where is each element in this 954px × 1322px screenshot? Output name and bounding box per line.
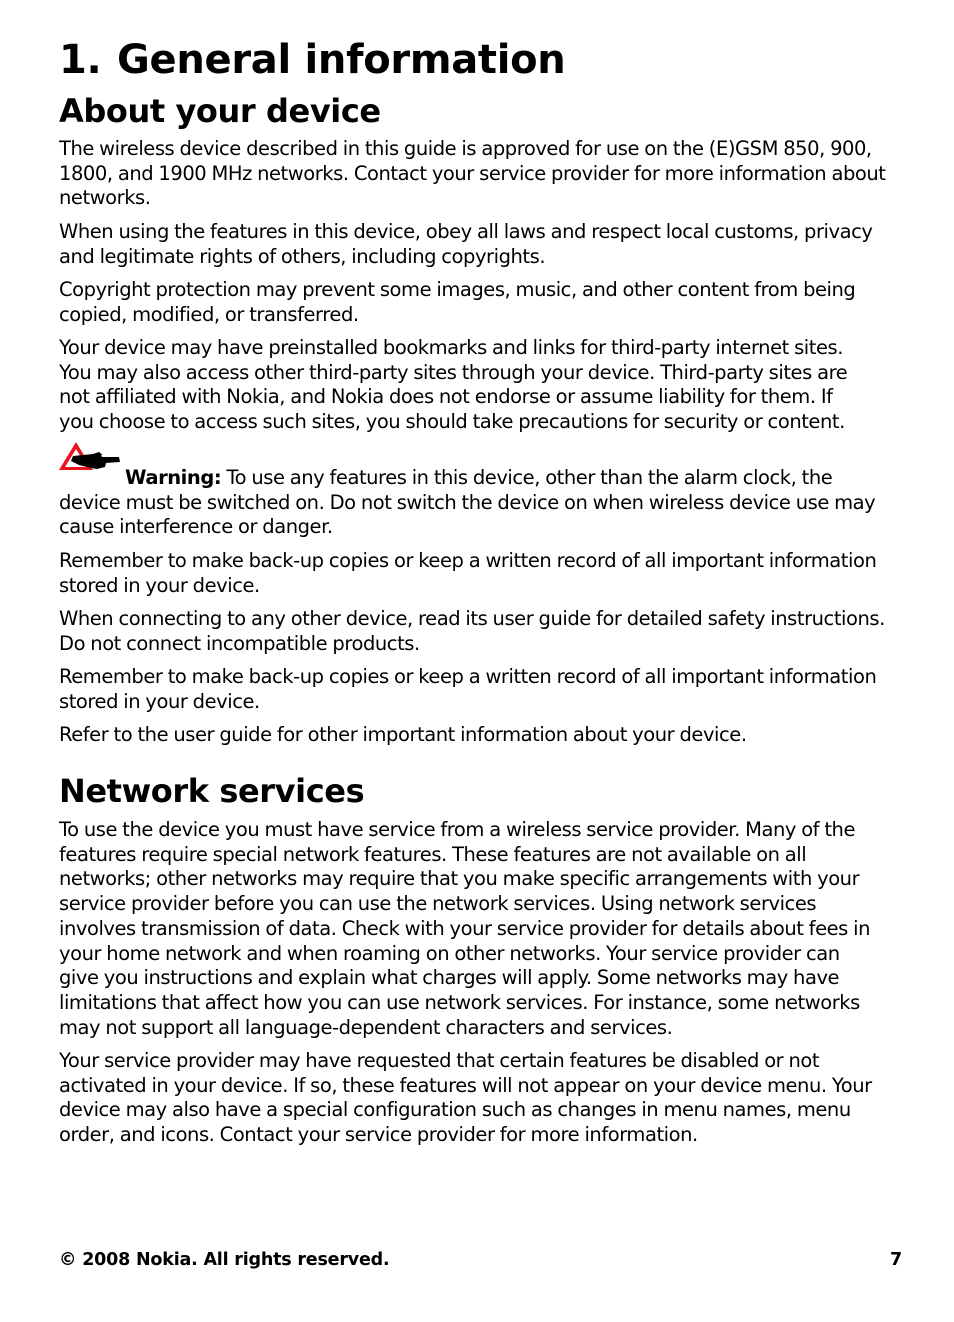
text-line: 1800, and 1900 MHz networks. Contact your service provider for more information about bbox=[59, 161, 886, 185]
paragraph-copyright bbox=[59, 278, 905, 327]
text-line: stored in your device. bbox=[59, 573, 260, 597]
text-line: limitations that affect how you can use network services. For instance, some networks bbox=[59, 990, 860, 1014]
paragraph-refer bbox=[59, 723, 905, 748]
paragraph-backup bbox=[59, 549, 905, 598]
text-line: may not support all language-dependent characters and services. bbox=[59, 1015, 673, 1039]
text-line: stored in your device. bbox=[59, 689, 260, 713]
text-line: features require special network features. These features are not available on all bbox=[59, 842, 807, 866]
text-line: service provider before you can use the network services. Using network services bbox=[59, 892, 817, 916]
chapter-title-text: General information bbox=[117, 37, 566, 83]
text-line: involves transmission of data. Check with your service provider for details about fees in bbox=[59, 916, 871, 940]
paragraph-network-service bbox=[59, 818, 905, 1040]
warning-first-line bbox=[59, 466, 905, 491]
paragraph-laws bbox=[59, 220, 905, 269]
text-line: device must be switched on. Do not switch the device on when wireless device use may bbox=[59, 490, 876, 514]
text-line: Do not connect incompatible products. bbox=[59, 631, 420, 655]
page-number: 7 bbox=[890, 1250, 902, 1270]
text-line: When using the features in this device, obey all laws and respect local customs, privacy bbox=[59, 220, 873, 243]
warning-text-first: To use any features in this device, other than the alarm clock, the bbox=[221, 466, 833, 489]
text-line: your home network and when roaming on other networks. Your service provider can bbox=[59, 941, 840, 965]
text-line: Remember to make back-up copies or keep a written record of all important information bbox=[59, 665, 877, 688]
chapter-title bbox=[59, 38, 565, 82]
text-line: Remember to make back-up copies or keep a written record of all important information bbox=[59, 549, 877, 572]
text-line: Your device may have preinstalled bookmarks and links for third-party internet sites. bbox=[59, 336, 843, 359]
text-line: copied, modified, or transferred. bbox=[59, 302, 359, 326]
chapter-number: 1. bbox=[59, 37, 102, 83]
text-line: Copyright protection may prevent some images, music, and other content from being bbox=[59, 278, 856, 301]
paragraph-approval bbox=[59, 137, 905, 211]
warning-hand-icon bbox=[59, 440, 121, 478]
copyright-notice: © 2008 Nokia. All rights reserved. bbox=[59, 1250, 390, 1270]
text-line: order, and icons. Contact your service provider for more information. bbox=[59, 1123, 698, 1147]
text-line: networks; other networks may require that you make specific arrangements with your bbox=[59, 867, 860, 891]
text-line: When connecting to any other device, read its user guide for detailed safety instructions. bbox=[59, 607, 885, 630]
text-line: To use the device you must have service from a wireless service provider. Many of the bbox=[59, 818, 855, 841]
warning-label: Warning: bbox=[125, 466, 222, 489]
text-line: you choose to access such sites, you should take precautions for security or content. bbox=[59, 410, 845, 434]
text-line: Refer to the user guide for other important information about your device. bbox=[59, 723, 747, 746]
text-line: cause interference or danger. bbox=[59, 515, 333, 539]
paragraph-connecting bbox=[59, 607, 905, 656]
text-line: networks. bbox=[59, 186, 151, 210]
text-line: You may also access other third-party sites through your device. Third-party sites are bbox=[59, 360, 848, 384]
paragraph-provider-features bbox=[59, 1049, 905, 1148]
section-heading-network: Network services bbox=[59, 772, 365, 810]
text-line: and legitimate rights of others, including copyrights. bbox=[59, 244, 546, 268]
paragraph-third-party bbox=[59, 336, 905, 435]
text-line: not affiliated with Nokia, and Nokia does not endorse or assume liability for them. If bbox=[59, 385, 833, 409]
text-line: Your service provider may have requested that certain features be disabled or not bbox=[59, 1049, 820, 1072]
section-heading-about: About your device bbox=[59, 92, 381, 130]
warning-note bbox=[59, 466, 905, 540]
text-line: device may also have a special configuration such as changes in menu names, menu bbox=[59, 1098, 851, 1122]
paragraph-backup-repeat bbox=[59, 665, 905, 714]
text-line: The wireless device described in this guide is approved for use on the (E)GSM 850, 900, bbox=[59, 137, 872, 160]
text-line: activated in your device. If so, these features will not appear on your device menu. Your bbox=[59, 1073, 872, 1097]
text-line: give you instructions and explain what charges will apply. Some networks may have bbox=[59, 966, 840, 990]
